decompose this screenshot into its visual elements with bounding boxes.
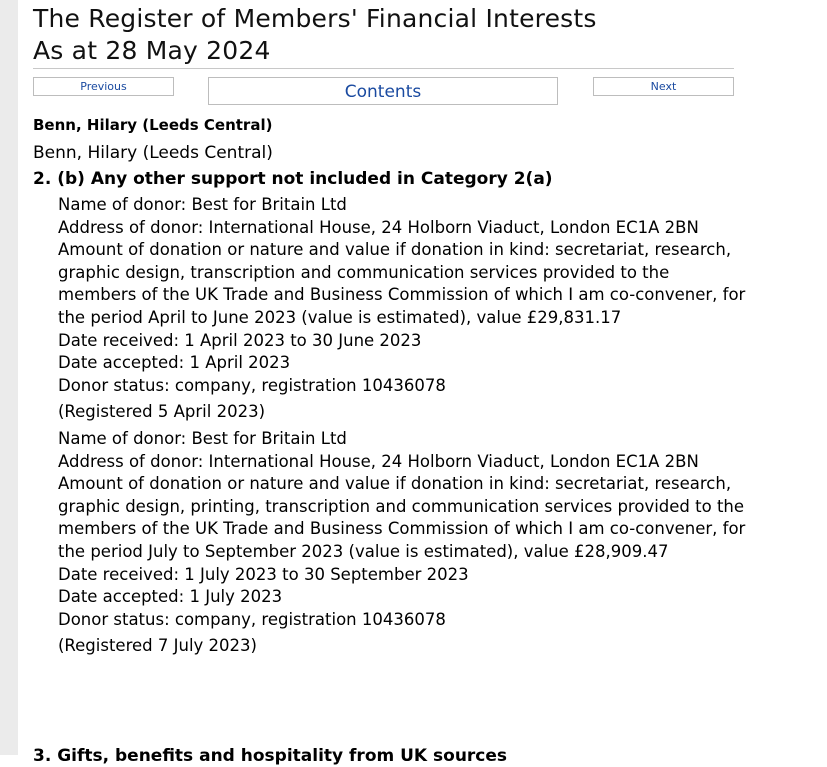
date-received: Date received: 1 April 2023 to 30 June 2023 xyxy=(58,330,422,350)
donation-entry xyxy=(58,428,748,658)
date-accepted: Date accepted: 1 July 2023 xyxy=(58,587,283,607)
next-link[interactable]: Next xyxy=(593,77,734,96)
donor-name: Name of donor: Best for Britain Ltd xyxy=(58,428,347,448)
title-line-1: The Register of Members' Financial Interests xyxy=(33,4,597,33)
donor-status: Donor status: company, registration 10436078 xyxy=(58,375,446,395)
donation-entry xyxy=(58,194,748,424)
donation-entries xyxy=(58,194,748,662)
date-accepted: Date accepted: 1 April 2023 xyxy=(58,353,291,373)
member-heading: Benn, Hilary (Leeds Central) xyxy=(33,116,273,134)
donor-name: Name of donor: Best for Britain Ltd xyxy=(58,195,347,214)
page-header xyxy=(33,0,793,67)
header-divider xyxy=(33,68,734,69)
member-name: Benn, Hilary (Leeds Central) xyxy=(33,143,273,163)
donor-status: Donor status: company, registration 10436078 xyxy=(58,609,446,629)
category-heading: 2. (b) Any other support not included in Category 2(a) xyxy=(33,169,553,189)
previous-link[interactable]: Previous xyxy=(33,77,174,96)
registered-date: (Registered 5 April 2023) xyxy=(58,402,266,422)
donor-address: Address of donor: International House, 24 Holborn Viaduct, London EC1A 2BN xyxy=(58,217,699,237)
registered-date: (Registered 7 July 2023) xyxy=(58,636,257,656)
contents-link[interactable]: Contents xyxy=(208,77,558,105)
donor-address: Address of donor: International House, 24 Holborn Viaduct, London EC1A 2BN xyxy=(58,451,699,471)
donation-amount: Amount of donation or nature and value if donation in kind: secretariat, research, graphic design, transcription and communication services provided to the members of the UK Trade and Business Commission of which I am co-convener, for the period April to June 2023 (value is estimated), value £29,831.17 xyxy=(58,240,746,327)
next-category-heading: 3. Gifts, benefits and hospitality from UK sources xyxy=(33,746,508,766)
date-received: Date received: 1 July 2023 to 30 September 2023 xyxy=(58,564,469,584)
page-title xyxy=(33,0,793,67)
donation-amount: Amount of donation or nature and value if donation in kind: secretariat, research, graphic design, printing, transcription and communication services provided to the members of the UK Trade and Business Commission of which I am co-convener, for the period July to September 2023 (value is estimated), value £28,909.47 xyxy=(58,474,746,561)
left-gutter xyxy=(0,0,18,755)
title-line-2: As at 28 May 2024 xyxy=(33,36,271,65)
